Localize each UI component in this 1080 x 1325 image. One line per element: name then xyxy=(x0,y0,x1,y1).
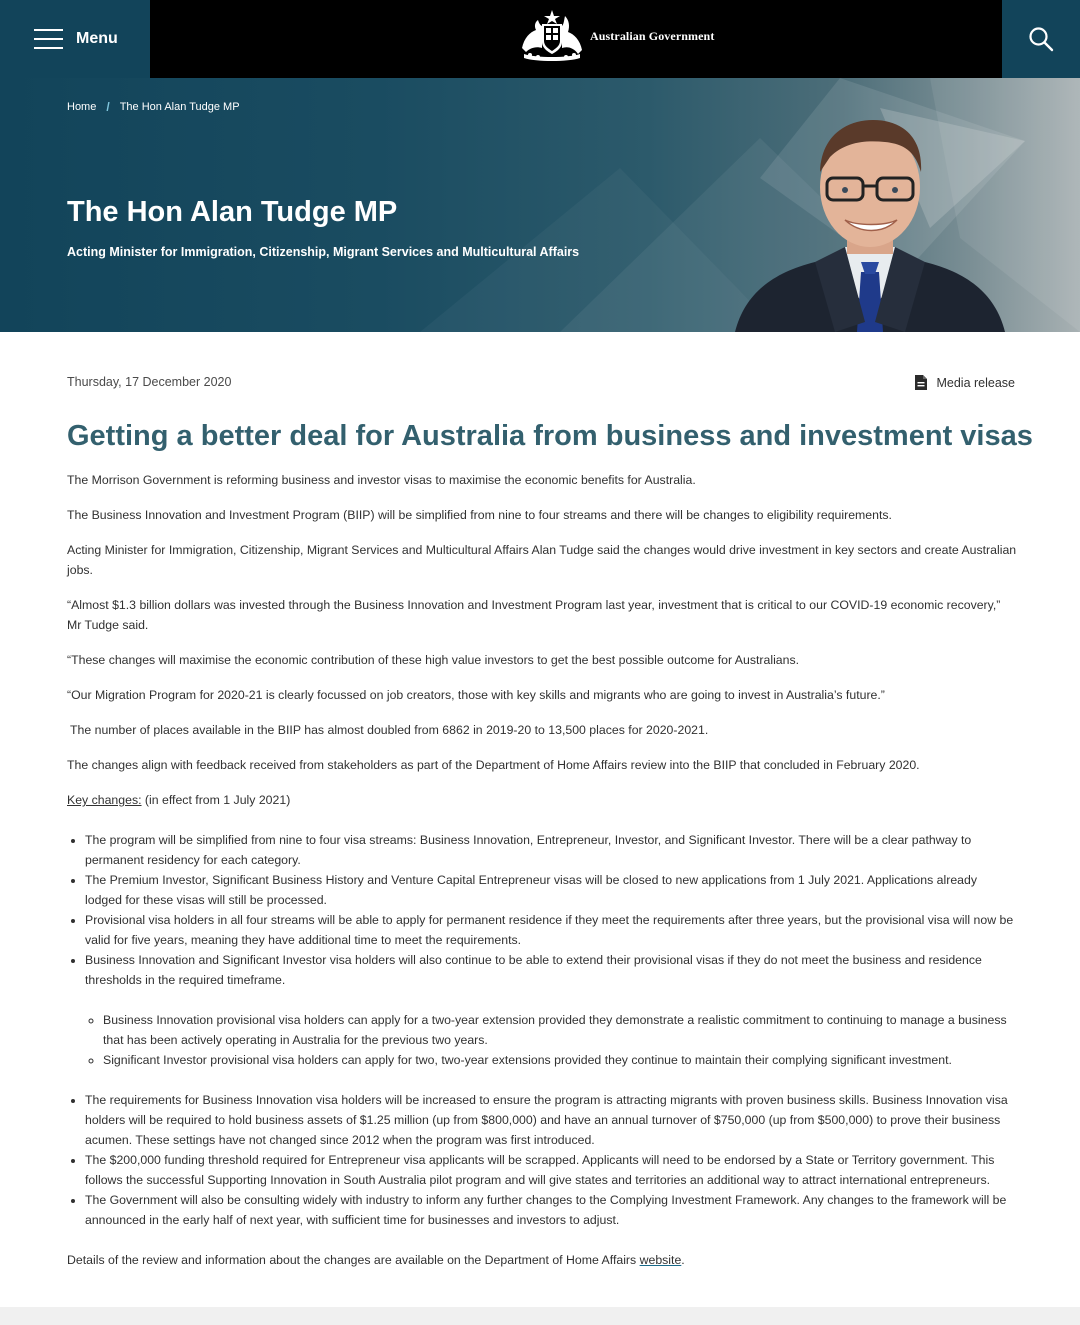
closing-text: Details of the review and information about the changes are available on the Department of Home Affairs xyxy=(67,1253,640,1267)
paragraph: “Our Migration Program for 2020-21 is clearly focussed on job creators, those with key skills and migrants who are going to invest in Australia’s future.” xyxy=(67,688,885,702)
paragraph: The number of places available in the BIIP has almost doubled from 6862 in 2019-20 to 13,500 places for 2020-2021. xyxy=(70,723,709,737)
paragraph: “Almost $1.3 billion dollars was invested through the Business Innovation and Investment Program last year, investment that is critical to our COVID-19 economic recovery,” Mr Tudge said. xyxy=(67,598,1001,632)
closing-paragraph xyxy=(67,1250,1017,1270)
paragraph: The Business Innovation and Investment Program (BIIP) will be simplified from nine to four streams and there will be changes to eligibility requirements. xyxy=(67,508,892,522)
extension-sub-list xyxy=(103,1010,1017,1070)
key-changes-list xyxy=(85,830,1017,990)
hero-banner xyxy=(0,78,1080,332)
hamburger-icon xyxy=(34,29,63,49)
menu-button[interactable] xyxy=(0,0,150,78)
list-item: ◦ Significant Investor provisional visa holders can apply for two, two-year extensions provided they continue to maintain their complying significant investment. xyxy=(103,1050,1017,1070)
article-title: Getting a better deal for Australia from business and investment visas xyxy=(67,420,1033,452)
list-item: • The $200,000 funding threshold required for Entrepreneur visa applicants will be scrapped. Applicants will need to be endorsed by a State or Territory government. This follows the successful Supporting Innovation in South Australia pilot program and will give states and territories an additional way to attract international entrepreneurs. xyxy=(85,1150,1017,1190)
document-icon xyxy=(914,374,928,391)
list-item: • The program will be simplified from nine to four visa streams: Business Innovation, Entrepreneur, Investor, and Significant Investor. There will be a clear pathway to permanent residency for each category. xyxy=(85,830,1017,870)
list-item: • The Premium Investor, Significant Business History and Venture Capital Entrepreneur visas will be closed to new applications from 1 July 2021. Applications already lodged for these visas will still be processed. xyxy=(85,870,1017,910)
menu-label: Menu xyxy=(76,30,118,47)
page-title: The Hon Alan Tudge MP xyxy=(67,196,398,228)
breadcrumb-home-link[interactable]: Home xyxy=(67,101,97,113)
breadcrumb-separator: / xyxy=(106,100,110,114)
search-button[interactable] xyxy=(1002,0,1080,78)
list-item: ◦ Business Innovation provisional visa holders can apply for a two-year extension provided they demonstrate a realistic commitment to continuing to manage a business that has been actively operating in Australia for the previous two years. xyxy=(103,1010,1017,1050)
australian-government-logo[interactable] xyxy=(518,8,714,64)
list-item: • Business Innovation and Significant Investor visa holders will also continue to be able to extend their provisional visas if they do not meet the business and residence thresholds in the required timeframe. xyxy=(85,950,1017,990)
paragraph: Acting Minister for Immigration, Citizenship, Migrant Services and Multicultural Affairs Alan Tudge said the changes would drive investment in key sectors and create Australian jobs. xyxy=(67,543,1017,577)
closing-end: . xyxy=(681,1253,685,1267)
article-body xyxy=(67,470,1017,1285)
breadcrumb-current: The Hon Alan Tudge MP xyxy=(119,101,240,113)
top-bar xyxy=(0,0,1080,78)
publish-date: Thursday, 17 December 2020 xyxy=(67,375,232,389)
coat-of-arms-icon xyxy=(518,8,586,64)
key-changes-list-continued xyxy=(85,1090,1017,1230)
media-release-label: Media release xyxy=(936,375,1015,390)
list-item: • The requirements for Business Innovation visa holders will be increased to ensure the program is attracting migrants with proven business skills. Business Innovation visa holders will be required to hold business assets of $1.25 million (up from $800,000) and have an annual turnover of $750,000 (up from $500,000) to prove their business acumen. These settings have not changed since 2012 when the program was first introduced. xyxy=(85,1090,1017,1150)
search-icon xyxy=(1028,26,1054,52)
page-subtitle: Acting Minister for Immigration, Citizenship, Migrant Services and Multicultural Affairs xyxy=(67,245,580,259)
paragraph: The Morrison Government is reforming business and investor visas to maximise the economic benefits for Australia. xyxy=(67,473,696,487)
key-changes-heading xyxy=(67,790,1017,810)
paragraph: The changes align with feedback received from stakeholders as part of the Department of Home Affairs review into the BIIP that concluded in February 2020. xyxy=(67,758,920,772)
minister-portrait xyxy=(735,112,1005,332)
media-release-link[interactable] xyxy=(914,374,1015,391)
paragraph: “These changes will maximise the economic contribution of these high value investors to get the best possible outcome for Australians. xyxy=(67,653,800,667)
article-meta xyxy=(67,374,1015,392)
footer-strip xyxy=(0,1307,1080,1325)
breadcrumb xyxy=(67,100,240,114)
home-affairs-website-link[interactable]: website xyxy=(639,1253,682,1267)
logo-text: Australian Government xyxy=(590,28,715,43)
key-changes-note: (in effect from 1 July 2021) xyxy=(141,793,291,807)
list-item: • The Government will also be consulting widely with industry to inform any further changes to the Complying Investment Framework. Any changes to the framework will be announced in the early half of next year, with sufficient time for businesses and investors to adjust. xyxy=(85,1190,1017,1230)
key-changes-label: Key changes: xyxy=(67,793,142,807)
list-item: • Provisional visa holders in all four streams will be able to apply for permanent residence if they meet the requirements after three years, but the provisional visa will now be valid for five years, meaning they have additional time to meet the requirements. xyxy=(85,910,1017,950)
